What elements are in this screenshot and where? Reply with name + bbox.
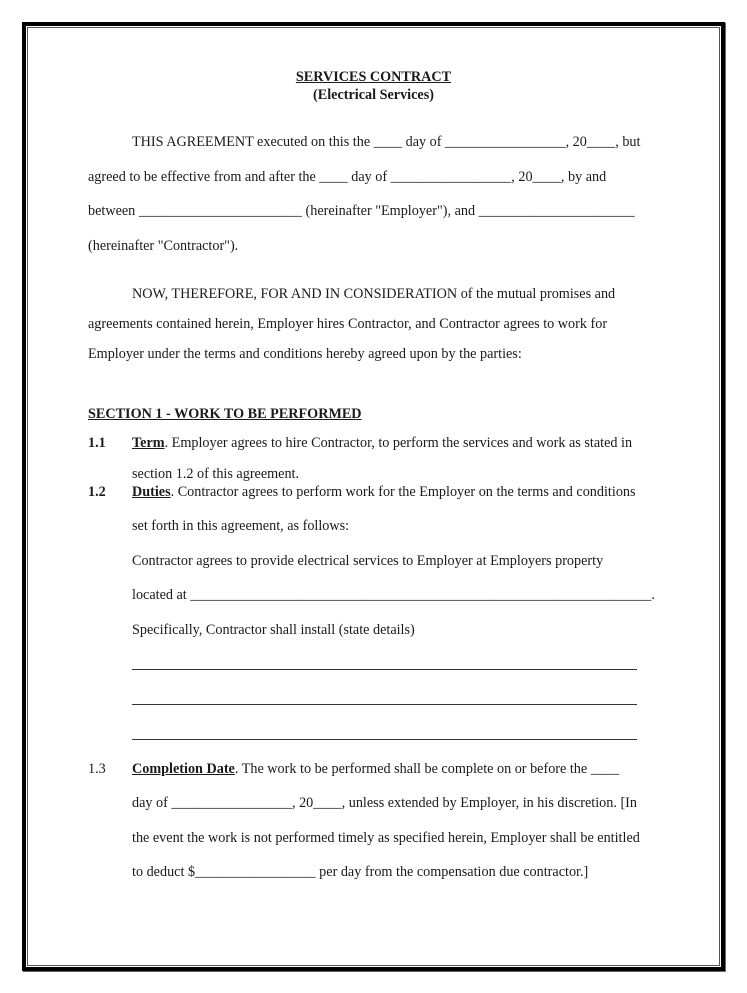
clause-1-1-label: Term — [132, 435, 165, 451]
details-blank-line-2[interactable] — [132, 704, 637, 705]
clause-1-2-label: Duties — [132, 484, 171, 500]
details-blank-line-1[interactable] — [132, 669, 637, 670]
section-1-heading: SECTION 1 - WORK TO BE PERFORMED — [88, 406, 362, 422]
clause-1-1-line-2: section 1.2 of this agreement. — [132, 466, 300, 482]
document-title: SERVICES CONTRACT — [295, 69, 452, 85]
document-subtitle: (Electrical Services) — [313, 87, 434, 103]
preamble-line-4: (hereinafter "Contractor"). — [88, 238, 239, 254]
details-blank-line-3[interactable] — [132, 739, 637, 740]
clause-1-3-text: . The work to be performed shall be complete on or before the ____ — [234, 761, 620, 777]
preamble-line-2: agreed to be effective from and after the ____ day of _________________, 20____, by and — [88, 169, 607, 185]
clause-1-2-line-5: Specifically, Contractor shall install (state details) — [132, 622, 415, 638]
clause-1-3-line-1 — [132, 761, 619, 777]
clause-1-2-text: . Contractor agrees to perform work for the Employer on the terms and conditions — [170, 484, 636, 500]
clause-1-2-line-4: located at _________________________________________________________________. — [132, 587, 655, 603]
consideration-line-1: NOW, THEREFORE, FOR AND IN CONSIDERATION of the mutual promises and — [132, 286, 616, 302]
clause-1-3-line-2: day of _________________, 20____, unless extended by Employer, in his discretion. [In — [132, 795, 637, 811]
clause-1-2-line-1 — [132, 484, 636, 500]
clause-1-3-line-4: to deduct $_________________ per day from the compensation due contractor.] — [132, 864, 589, 880]
preamble-line-3: between _______________________ (hereinafter "Employer"), and ______________________ — [88, 203, 635, 219]
clause-1-2-line-2: set forth in this agreement, as follows: — [132, 518, 350, 534]
clause-number-1-3: 1.3 — [88, 761, 106, 777]
consideration-line-2: agreements contained herein, Employer hires Contractor, and Contractor agrees to work for — [88, 316, 608, 332]
clause-number-1-1: 1.1 — [88, 435, 106, 451]
preamble-line-1: THIS AGREEMENT executed on this the ____ day of _________________, 20____, but — [132, 134, 641, 150]
clause-number-1-2: 1.2 — [88, 484, 106, 500]
clause-1-3-label: Completion Date — [132, 761, 235, 777]
clause-1-2-line-3: Contractor agrees to provide electrical services to Employer at Employers property — [132, 553, 604, 569]
consideration-line-3: Employer under the terms and conditions hereby agreed upon by the parties: — [88, 346, 522, 362]
clause-1-1-text: . Employer agrees to hire Contractor, to perform the services and work as stated in — [164, 435, 633, 451]
clause-1-1-line-1 — [132, 435, 632, 451]
clause-1-3-line-3: the event the work is not performed timely as specified herein, Employer shall be entitled — [132, 830, 640, 846]
